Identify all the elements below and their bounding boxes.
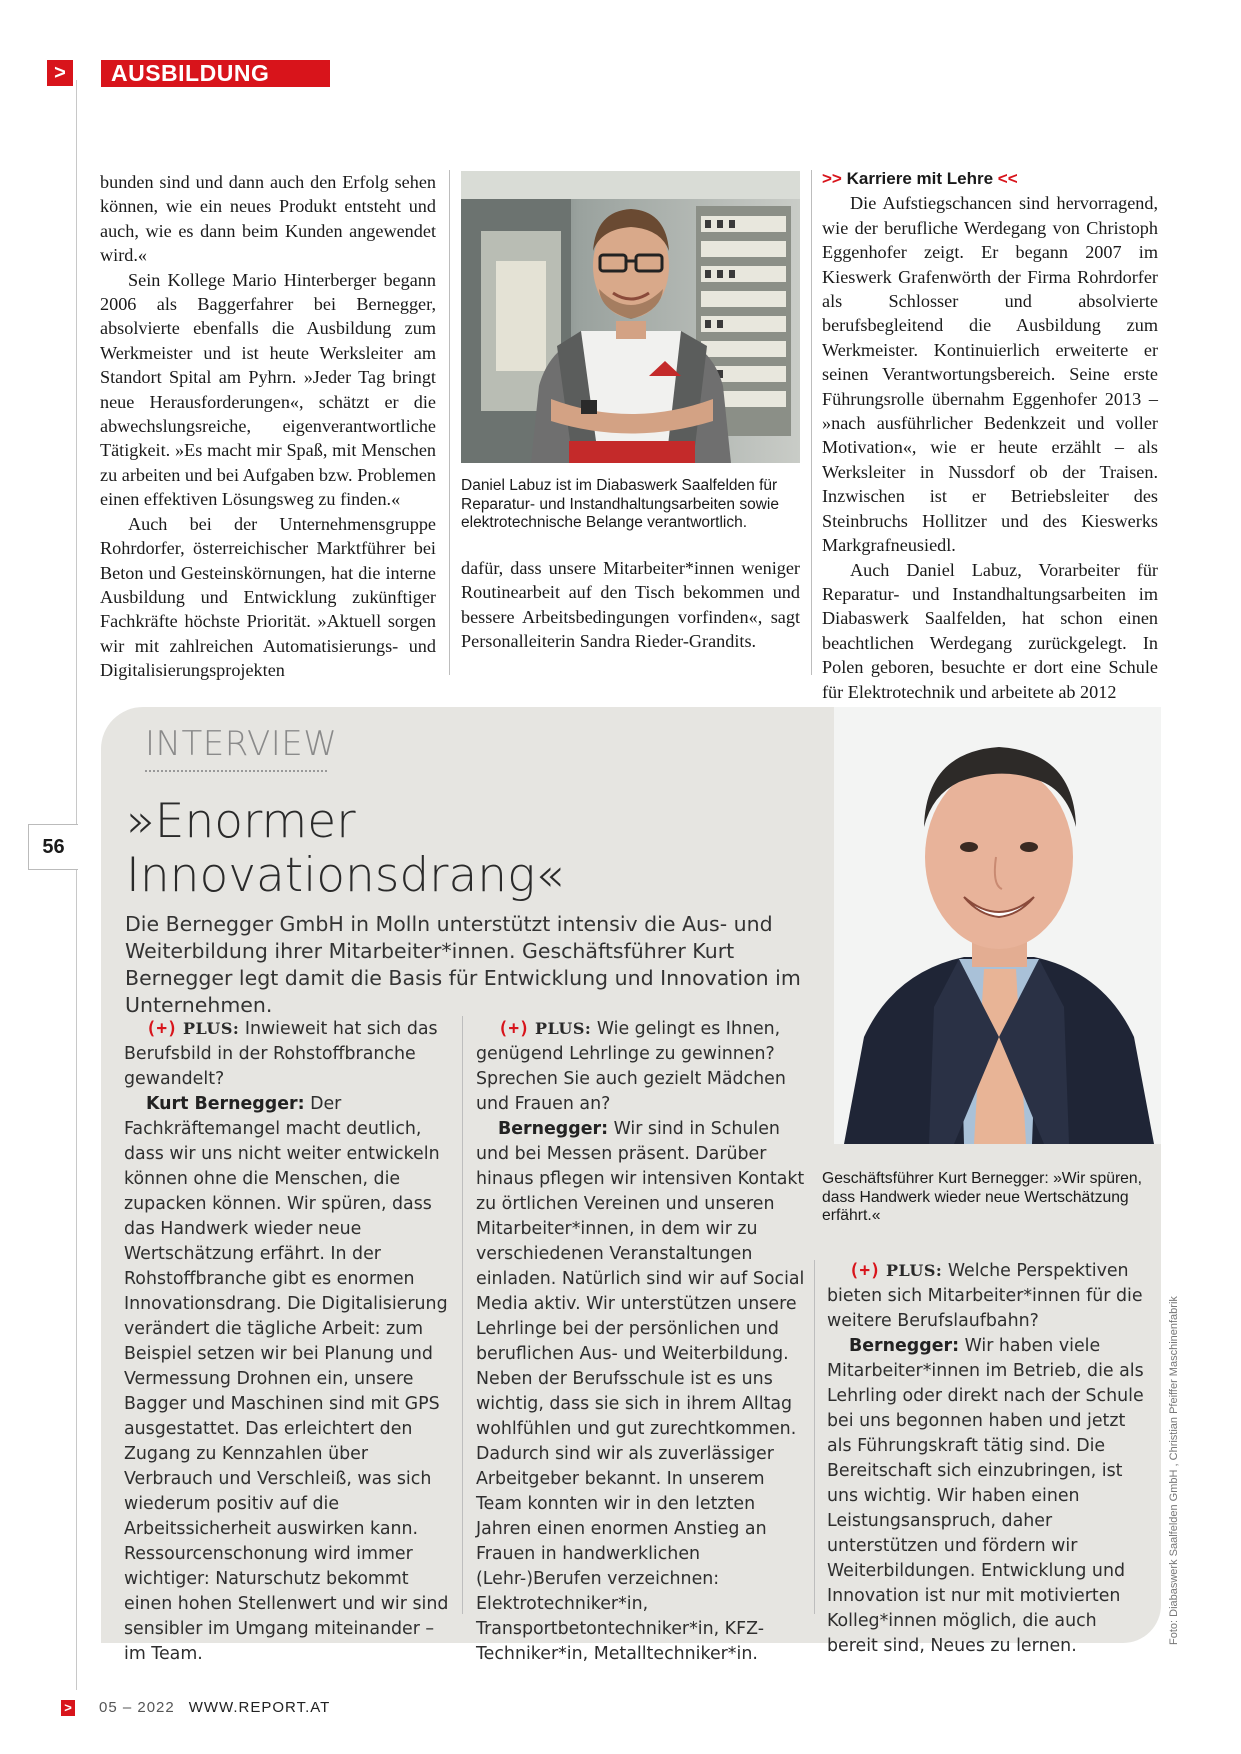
speaker-name: Bernegger: — [498, 1119, 609, 1139]
answer — [124, 1092, 457, 1667]
photo-credit: Foto: Diabaswerk Saalfelden GmbH , Christian Pfeiffer Maschinenfabrik — [1168, 1296, 1180, 1645]
question — [827, 1258, 1152, 1334]
page-number: 56 — [28, 824, 78, 870]
subheading-prefix: >> — [822, 169, 842, 188]
answer-text: Der Fachkräftemangel macht deutlich, dass wir uns nicht weiter entwickeln können ohne die Menschen, die zupacken können. Wir spüren, dass das Handwerk wieder neue Wertschätzung erfährt. In der Rohstoffbranche gibt es enormen Innovationsdrang. Die Digitalisierung verändert die tägliche Arbeit: zum Beispiel setzen wir bei Planung und Vermessung Drohnen ein, unsere Bagger und Maschinen sind mit GPS ausgestattet. Das erleichtert den Zugang zu Kennzahlen über Verbrauch und Verschleiß, was sich wiederum positiv auf die Arbeitssicherheit auswirken kann. Ressourcenschonung wird immer wichtiger: Naturschutz bekommt einen hohen Stellenwert und wir sind sensibler im Umgang miteinander – im Team. — [124, 1094, 449, 1664]
plus-label: PLUS: — [534, 1019, 592, 1038]
question — [476, 1016, 808, 1117]
subheading-suffix: << — [997, 169, 1018, 188]
article-column-1 — [100, 170, 436, 683]
plus-label: PLUS: — [182, 1019, 240, 1038]
question-text: Welche Perspektiven bieten sich Mitarbeiter*innen für die weitere Berufslaufbahn? — [827, 1261, 1143, 1331]
plus-mark-icon: (+) — [849, 1261, 881, 1281]
answer — [476, 1117, 808, 1667]
paragraph: dafür, dass unsere Mitarbeiter*innen weniger Routinearbeit auf den Tisch bekommen und bessere Arbeitsbedingungen vorfinden«, sagt Personalleiterin Sandra Rieder-Grandits. — [461, 558, 800, 652]
paragraph: Auch Daniel Labuz, Vorarbeiter für Reparatur- und Instandhaltungsarbeiten im Diabaswerk Saalfelden, hat schon einen beachtlichen Werdegang zurückgelegt. In Polen geboren, besuchte er dort eine Schule für Elektrotechnik und arbeitete ab 2012 — [822, 559, 1158, 702]
article-column-2 — [461, 556, 800, 654]
question-text: Wie gelingt es Ihnen, genügend Lehrlinge zu gewinnen? Sprechen Sie auch gezielt Mädchen und Frauen an? — [476, 1019, 786, 1114]
interview-tag: INTERVIEW — [145, 724, 338, 764]
paragraph: Sein Kollege Mario Hinterberger begann 2006 als Baggerfahrer bei Bernegger, absolvierte ebenfalls die Ausbildung zum Werkmeister und ist heute Werksleiter am Standort Spital am Pyhrn. »Jeder Tag bringt neue Herausforderungen«, schätzt er die abwechslungsreiche, eigenverantwortliche Tätigkeit. »Es macht mir Spaß, mit Menschen zu arbeiten und bei Aufgaben bzw. Problemen einen effektiven Lösungsweg zu finden.« — [100, 269, 436, 510]
title-line-2: Innovationsdrang« — [126, 848, 565, 903]
portrait-photo — [834, 707, 1161, 1144]
subheading-text: Karriere mit Lehre — [846, 169, 994, 188]
answer — [827, 1334, 1152, 1659]
section-label: AUSBILDUNG — [101, 60, 330, 87]
interview-lead: Die Bernegger GmbH in Molln unterstützt intensiv die Aus- und Weiterbildung ihrer Mitarbeiter*innen. Geschäftsführer Kurt Bernegger legt damit die Basis für Entwicklung und Innovation im Unternehmen. — [125, 912, 801, 1017]
column-divider — [811, 170, 812, 675]
answer-text: Wir sind in Schulen und bei Messen präsent. Darüber hinaus pflegen wir intensiven Kontakt zu örtlichen Vereinen und unseren Mitarbeiter*innen, in dem wir zu verschiedenen Veranstaltungen einladen. Natürlich sind wir auf Social Media aktiv. Wir unterstützen unsere Lehrlinge bei der persönlichen und beruflichen Aus- und Weiterbildung. Neben der Berufsschule ist es uns wichtig, dass sie sich in ihrem Alltag wohlfühlen und gut zurechtkommen. Dadurch sind wir als zuverlässiger Arbeitgeber bekannt. In unserem Team konnten wir in den letzten Jahren einen enormen Anstieg an Frauen in handwerklichen (Lehr-)Berufen verzeichnen: Elektrotechniker*in, Transportbetontechniker*in, KFZ-Techniker*in, Metalltechniker*in. — [476, 1119, 805, 1664]
paragraph: Auch bei der Unternehmensgruppe Rohrdorfer, österreichischer Marktführer bei Beton und Gesteinskörnungen, hat die interne Ausbildung und Entwicklung zukünftiger Fachkräfte höchste Priorität. »Aktuell sorgen wir mit zahlreichen Automatisierungs- und Digitalisierungsprojekten — [100, 513, 436, 681]
tag-underline — [145, 770, 327, 772]
paragraph: Die Aufstiegschancen sind hervorragend, wie der berufliche Werdegang von Christoph Eggenhofer zeigt. Er begann 2007 im Kieswerk Grafenwörth der Firma Rohrdorfer als Schlosser und absolvierte berufsbegleitend die Ausbildung zum Werkmeister. Kontinuierlich erweiterte er seinen Verantwortungsbereich. Seine erste Führungsrolle übernahm Eggenhofer 2013 – »nach ausführlicher Bedenkzeit und voller Motivation«, wie er heute erzählt – als Werksleiter in Nussdorf ob der Traisen. Inzwischen ist er Betriebsleiter des Steinbruchs Hollitzer und des Kieswerks Markgrafneusiedl. — [822, 193, 1158, 556]
speaker-name: Bernegger: — [849, 1336, 960, 1356]
question — [124, 1016, 457, 1092]
issue-date: 05 – 2022 — [99, 1699, 175, 1716]
speaker-name: Kurt Bernegger: — [146, 1094, 305, 1114]
interview-column-1 — [124, 1016, 457, 1667]
column-divider — [814, 1260, 815, 1614]
article-column-3 — [822, 167, 1158, 704]
section-arrow-icon: > — [47, 60, 73, 86]
subheading — [822, 167, 1158, 191]
worker-photo — [461, 171, 800, 463]
column-divider — [462, 1016, 463, 1614]
paragraph: bunden sind und dann auch den Erfolg sehen können, wie ein neues Produkt entsteht und auch, wie es dann beim Kunden angewendet wird.« — [100, 172, 436, 266]
margin-rule — [76, 80, 77, 1690]
interview-title — [126, 795, 564, 903]
photo-caption: Daniel Labuz ist im Diabaswerk Saalfelden für Reparatur- und Instandhaltungsarbeiten sowie elektrotechnische Belange verantwortlich. — [461, 477, 779, 531]
portrait-caption: Geschäftsführer Kurt Bernegger: »Wir spüren, dass Handwerk wieder neue Wertschätzung erfährt.« — [822, 1170, 1142, 1224]
plus-mark-icon: (+) — [498, 1019, 530, 1039]
footer-arrow-icon: > — [61, 1700, 75, 1716]
footer — [99, 1699, 330, 1716]
title-line-1: »Enormer — [126, 794, 356, 849]
column-divider — [449, 170, 450, 675]
plus-mark-icon: (+) — [146, 1019, 178, 1039]
plus-label: PLUS: — [885, 1261, 943, 1280]
interview-column-3 — [827, 1258, 1152, 1659]
question-text: Inwieweit hat sich das Berufsbild in der Rohstoffbranche gewandelt? — [124, 1019, 438, 1089]
answer-text: Wir haben viele Mitarbeiter*innen im Betrieb, die als Lehrling oder direkt nach der Schule bei uns begonnen haben und jetzt als Führungskraft tätig sind. Die Bereitschaft sich einzubringen, ist uns wichtig. Wir haben einen Leistungsanspruch, daher unterstützen und fördern wir Weiterbildungen. Entwicklung und Innovation ist nur mit motivierten Kolleg*innen möglich, die auch bereit sind, Neues zu lernen. — [827, 1336, 1144, 1656]
website-link[interactable]: WWW.REPORT.AT — [188, 1699, 331, 1716]
interview-column-2 — [476, 1016, 808, 1667]
